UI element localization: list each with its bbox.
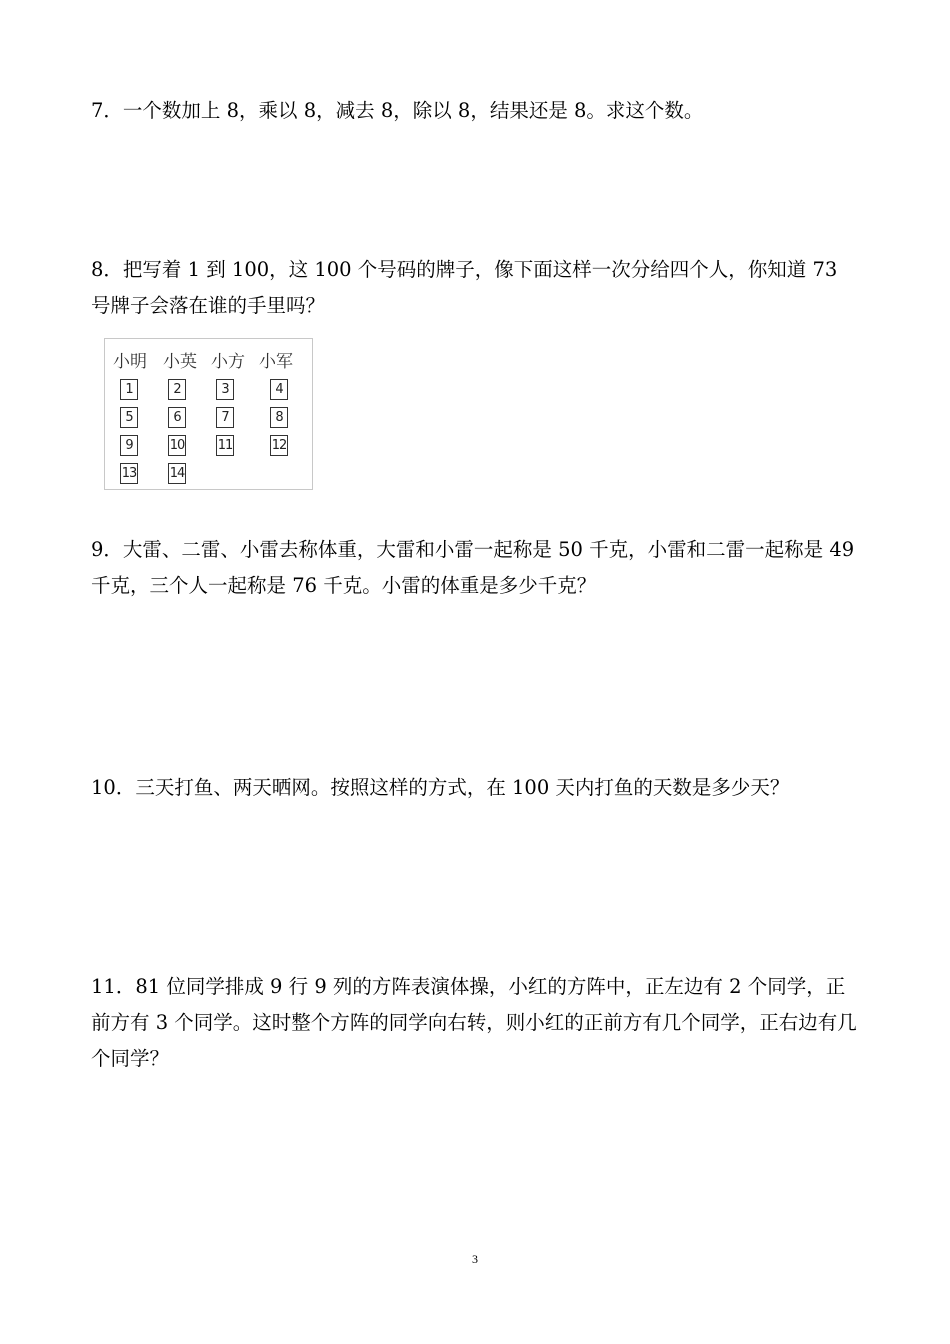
header-xiaojun: 小军 [259, 352, 293, 372]
number-card: 12 [270, 435, 288, 456]
number-card: 4 [270, 379, 288, 400]
number-card: 3 [216, 379, 234, 400]
number-card: 10 [168, 435, 186, 456]
question-8: 8．把写着 1 到 100，这 100 个号码的牌子，像下面这样一次分给四个人，你知道 73 号牌子会落在谁的手里吗？ [91, 258, 838, 317]
number-card: 2 [168, 379, 186, 400]
header-xiaoying: 小英 [163, 352, 197, 372]
question-7: 7．一个数加上 8，乘以 8，减去 8，除以 8，结果还是 8。求这个数。 [91, 99, 704, 122]
number-card-table [104, 338, 313, 490]
number-card: 5 [120, 407, 138, 428]
number-card: 1 [120, 379, 138, 400]
number-card: 14 [168, 463, 186, 484]
question-9: 9．大雷、二雷、小雷去称体重，大雷和小雷一起称是 50 千克，小雷和二雷一起称是 49 千克，三个人一起称是 76 千克。小雷的体重是多少千克？ [91, 538, 855, 597]
number-card: 8 [270, 407, 288, 428]
number-card: 9 [120, 435, 138, 456]
question-10: 10．三天打鱼、两天晒网。按照这样的方式，在 100 天内打鱼的天数是多少天？ [91, 776, 790, 799]
number-card: 11 [216, 435, 234, 456]
header-xiaoming: 小明 [113, 352, 147, 372]
number-card: 7 [216, 407, 234, 428]
number-card: 6 [168, 407, 186, 428]
header-xiaofang: 小方 [211, 352, 245, 372]
question-11: 11．81 位同学排成 9 行 9 列的方阵表演体操，小红的方阵中，正左边有 2 个同学，正前方有 3 个同学。这时整个方阵的同学向右转，则小红的正前方有几个同学，正右边有几个同学？ [91, 975, 857, 1070]
number-card: 13 [120, 463, 138, 484]
page-number: 3 [472, 1252, 478, 1266]
